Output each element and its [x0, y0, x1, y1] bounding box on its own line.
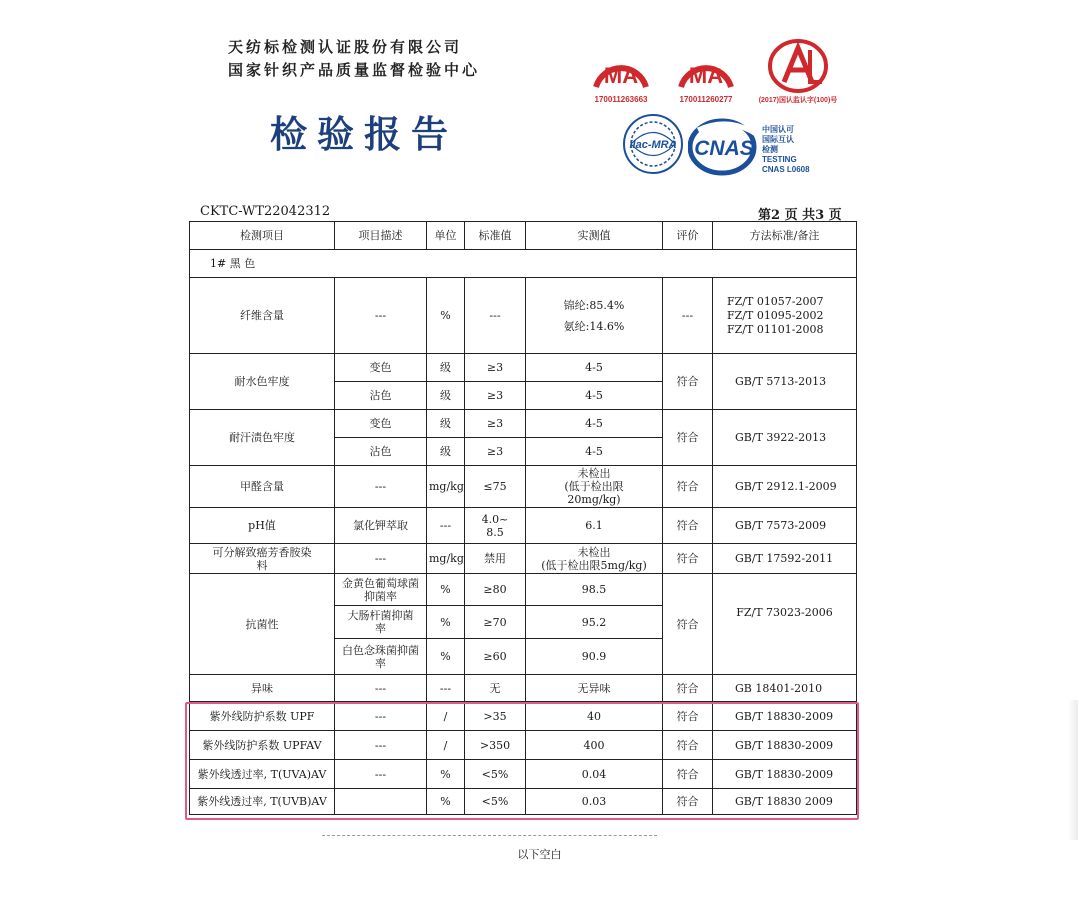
eval-cell: 符合: [663, 354, 713, 410]
method-cell: GB/T 7573-2009: [713, 508, 857, 544]
ilac-label: ilac-MRA: [629, 139, 677, 151]
item-line: 料: [256, 558, 268, 572]
item-cell: 纤维含量: [190, 278, 335, 354]
method-cell: GB/T 18830 2009: [713, 789, 857, 815]
unit-cell: %: [427, 574, 465, 606]
cnas-accreditation-text: [762, 125, 810, 175]
company-line-2: 国家针织产品质量监督检验中心: [228, 61, 481, 79]
sample-label: 1# 黑 色: [190, 250, 857, 278]
table-row: [190, 675, 857, 702]
table-row: [190, 574, 857, 606]
eval-cell: ---: [663, 278, 713, 354]
item-cell: 紫外线防护系数 UPF: [190, 702, 335, 731]
std-line: 8.5: [486, 525, 504, 539]
std-cell: 禁用: [465, 544, 526, 574]
unit-cell: %: [427, 789, 465, 815]
std-cell: ≥3: [465, 410, 526, 438]
method-line: FZ/T 01057-2007: [727, 294, 824, 308]
result-cell: 95.2: [526, 606, 663, 639]
std-cell: ≥3: [465, 354, 526, 382]
result-cell: 0.04: [526, 760, 663, 789]
cma-logo-icon: [673, 47, 739, 93]
cal-seal: [756, 38, 840, 106]
table-row: [190, 278, 857, 354]
result-cell: 0.03: [526, 789, 663, 815]
cma-code-2: 170011260277: [679, 95, 733, 104]
eval-cell: 符合: [663, 731, 713, 760]
header-cell: 单位: [427, 222, 465, 250]
cnas-text-line: 国际互认: [762, 135, 794, 144]
eval-cell: 符合: [663, 508, 713, 544]
result-cell: 4-5: [526, 410, 663, 438]
svg-text:MA: MA: [603, 63, 639, 88]
item-cell: 耐汗渍色牢度: [190, 410, 335, 466]
item-cell: pH值: [190, 508, 335, 544]
result-cell: 4-5: [526, 354, 663, 382]
desc-cell: 沾色: [335, 438, 427, 466]
item-cell: 紫外线防护系数 UPFAV: [190, 731, 335, 760]
table-row: [190, 466, 857, 508]
result-line: 未检出: [577, 545, 611, 559]
result-line: (低于检出限5mg/kg): [541, 558, 647, 572]
desc-cell: 变色: [335, 354, 427, 382]
sample-row: [190, 250, 857, 278]
eval-cell: 符合: [663, 574, 713, 675]
std-cell: [465, 508, 526, 544]
desc-line: 白色念珠菌抑菌: [342, 643, 419, 657]
scan-edge-shadow: [1068, 700, 1078, 840]
cma-seal-1: [588, 47, 654, 105]
desc-cell: ---: [335, 466, 427, 508]
cal-code: (2017)国认监认字(100)号: [758, 97, 838, 104]
result-line: (低于检出限: [564, 480, 624, 493]
result-cell: 40: [526, 702, 663, 731]
table-row: [190, 354, 857, 382]
std-cell: ≥70: [465, 606, 526, 639]
result-cell: 无异味: [526, 675, 663, 702]
desc-cell: [335, 574, 427, 606]
cnas-text-line: 检测: [762, 145, 778, 154]
desc-cell: [335, 606, 427, 639]
std-cell: <5%: [465, 789, 526, 815]
desc-cell: 变色: [335, 410, 427, 438]
desc-line: 率: [375, 656, 386, 670]
result-cell: [526, 278, 663, 354]
company-line-1: 天纺标检测认证股份有限公司: [228, 38, 463, 56]
unit-cell: /: [427, 702, 465, 731]
method-cell: [713, 278, 857, 354]
result-line: 20mg/kg): [567, 493, 621, 506]
result-line: 未检出: [577, 467, 611, 480]
cnas-logo-text: CNAS: [694, 137, 754, 160]
desc-cell: 沾色: [335, 382, 427, 410]
unit-cell: %: [427, 639, 465, 675]
cnas-text-line: CNAS L0608: [762, 165, 810, 174]
item-cell: 紫外线透过率, T(UVB)AV: [190, 789, 335, 815]
unit-cell: 级: [427, 382, 465, 410]
cnas-text-line: TESTING: [762, 155, 797, 164]
item-cell: 异味: [190, 675, 335, 702]
result-cell: 6.1: [526, 508, 663, 544]
uv-highlight-box: [185, 702, 859, 820]
table-row: [190, 410, 857, 438]
result-cell: 400: [526, 731, 663, 760]
unit-cell: %: [427, 760, 465, 789]
desc-cell: ---: [335, 675, 427, 702]
method-cell: GB/T 18830-2009: [713, 702, 857, 731]
unit-cell: ---: [427, 508, 465, 544]
result-cell: 98.5: [526, 574, 663, 606]
item-line: 可分解致癌芳香胺染: [212, 545, 312, 559]
unit-cell: 级: [427, 438, 465, 466]
header-cell: 评价: [663, 222, 713, 250]
header-cell: 标准值: [465, 222, 526, 250]
std-cell: <5%: [465, 760, 526, 789]
svg-text:MA: MA: [688, 63, 724, 88]
unit-cell: %: [427, 606, 465, 639]
method-cell: GB/T 5713-2013: [713, 354, 857, 410]
result-cell: 4-5: [526, 438, 663, 466]
method-line: FZ/T 01095-2002: [727, 308, 824, 322]
unit-cell: %: [427, 278, 465, 354]
unit-cell: 级: [427, 410, 465, 438]
std-cell: ≥60: [465, 639, 526, 675]
desc-cell: [335, 639, 427, 675]
std-cell: ≥80: [465, 574, 526, 606]
table-header-row: [190, 222, 857, 250]
method-cell: GB/T 18830-2009: [713, 731, 857, 760]
desc-cell: 氯化钾萃取: [335, 508, 427, 544]
cal-logo-icon: [756, 38, 840, 94]
result-cell: [526, 544, 663, 574]
method-cell: GB 18401-2010: [713, 675, 857, 702]
desc-line: 抑菌率: [364, 589, 397, 603]
desc-cell: ---: [335, 278, 427, 354]
unit-cell: /: [427, 731, 465, 760]
unit-cell: 级: [427, 354, 465, 382]
method-cell: GB/T 18830-2009: [713, 760, 857, 789]
item-cell: 抗菌性: [190, 574, 335, 675]
item-cell: 耐水色牢度: [190, 354, 335, 410]
desc-cell: ---: [335, 731, 427, 760]
ilac-logo-icon: [622, 111, 684, 177]
cma-code-1: 170011263663: [594, 95, 648, 104]
cnas-text-line: 中国认可: [762, 125, 794, 134]
company-name: [228, 36, 493, 82]
result-cell: [526, 466, 663, 508]
method-cell: GB/T 17592-2011: [713, 544, 857, 574]
end-divider: [322, 835, 657, 836]
method-cell: FZ/T 73023-2006: [713, 574, 857, 675]
page-indicator: 第2 页 共3 页: [758, 208, 842, 223]
cnas-logo-icon: [688, 118, 760, 176]
result-cell: 4-5: [526, 382, 663, 410]
eval-cell: 符合: [663, 760, 713, 789]
cma-seal-2: [673, 47, 739, 105]
desc-line: 大肠杆菌抑菌: [347, 609, 414, 622]
std-cell: ---: [465, 278, 526, 354]
table-row: [190, 508, 857, 544]
std-cell: ≥3: [465, 382, 526, 410]
header-cell: 项目描述: [335, 222, 427, 250]
eval-cell: 符合: [663, 675, 713, 702]
eval-cell: 符合: [663, 702, 713, 731]
std-cell: ≥3: [465, 438, 526, 466]
std-cell: >350: [465, 731, 526, 760]
desc-cell: ---: [335, 760, 427, 789]
item-cell: 甲醛含量: [190, 466, 335, 508]
result-line: 锦纶:85.4%: [563, 298, 625, 312]
eval-cell: 符合: [663, 466, 713, 508]
result-cell: 90.9: [526, 639, 663, 675]
desc-line: 金黄色葡萄球菌: [342, 576, 419, 590]
header-cell: 检测项目: [190, 222, 335, 250]
unit-cell: mg/kg: [427, 466, 465, 508]
report-title: 检验报告: [270, 112, 458, 156]
header-cell: 实测值: [526, 222, 663, 250]
eval-cell: 符合: [663, 410, 713, 466]
std-cell: >35: [465, 702, 526, 731]
unit-cell: mg/kg: [427, 544, 465, 574]
eval-cell: 符合: [663, 789, 713, 815]
method-cell: GB/T 3922-2013: [713, 410, 857, 466]
std-cell: ≤75: [465, 466, 526, 508]
ilac-mra-seal: [622, 111, 684, 177]
report-number: CKTC-WT22042312: [200, 204, 331, 219]
std-line: 4.0~: [481, 512, 509, 526]
desc-cell: ---: [335, 544, 427, 574]
eval-cell: 符合: [663, 544, 713, 574]
std-cell: 无: [465, 675, 526, 702]
unit-cell: ---: [427, 675, 465, 702]
header-cell: 方法标准/备注: [713, 222, 857, 250]
item-cell: [190, 544, 335, 574]
blank-below-note: 以下空白: [517, 848, 562, 861]
table-row: [190, 544, 857, 574]
result-line: 氨纶:14.6%: [563, 319, 625, 333]
item-cell: 紫外线透过率, T(UVA)AV: [190, 760, 335, 789]
cnas-seal: [688, 118, 760, 176]
cma-logo-icon: [588, 47, 654, 93]
desc-cell: ---: [335, 702, 427, 731]
method-line: FZ/T 01101-2008: [727, 322, 824, 336]
method-cell: GB/T 2912.1-2009: [713, 466, 857, 508]
desc-line: 率: [375, 622, 386, 635]
